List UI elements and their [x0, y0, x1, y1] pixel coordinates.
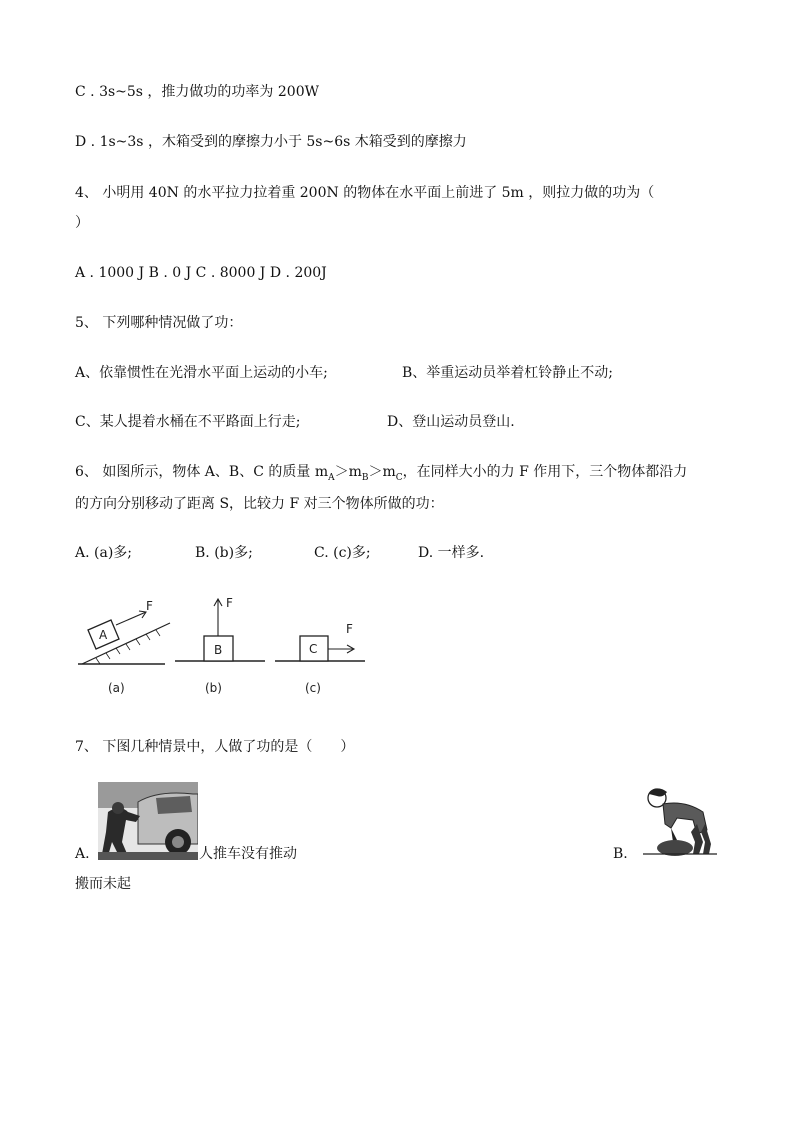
question-6-option-a: A. (a)多;	[75, 545, 132, 561]
woman-lifting-image	[637, 784, 719, 858]
force-diagram	[70, 585, 370, 705]
question-7-option-b-caption: 搬而未起	[75, 876, 131, 892]
question-5-option-b: B、举重运动员举着杠铃静止不动;	[402, 365, 614, 381]
diagram-c	[275, 622, 365, 695]
question-5-option-a: A、依靠惯性在光滑水平面上运动的小车;	[75, 365, 328, 381]
caption-c: (c)	[305, 681, 321, 695]
caption-b: (b)	[205, 681, 222, 695]
question-6-option-b: B. (b)多;	[195, 545, 253, 561]
question-6-option-c: C. (c)多;	[314, 545, 371, 561]
force-label-c: F	[346, 622, 353, 636]
question-7-option-a-caption: 人推车没有推动	[199, 846, 297, 862]
diagram-a	[78, 599, 170, 695]
question-6-option-d: D. 一样多.	[418, 545, 485, 561]
question-7-option-b-label: B.	[613, 846, 628, 862]
force-label-b: F	[226, 596, 233, 610]
caption-a: (a)	[108, 681, 125, 695]
question-7-option-a-label: A.	[75, 846, 90, 862]
question-5-stem: 5、 下列哪种情况做了功：	[75, 315, 243, 331]
question-4-line1: 4、 小明用 40N 的水平拉力拉着重 200N 的物体在水平面上前进了 5m ，则拉力做的功为（	[75, 185, 655, 201]
option-d-line: D . 1s~3s ，木箱受到的摩擦力小于 5s~6s 木箱受到的摩擦力	[75, 134, 467, 150]
force-arrow-a	[116, 612, 146, 625]
diagram-b	[175, 596, 265, 695]
question-4-options: A . 1000 J B . 0 J C . 8000 J D . 200J	[75, 265, 327, 281]
question-5-option-d: D、登山运动员登山.	[387, 414, 515, 430]
block-a-label: A	[99, 628, 108, 642]
question-5-option-c: C、某人提着水桶在不平路面上行走;	[75, 414, 301, 430]
block-c-label: C	[309, 642, 318, 656]
block-b-label: B	[214, 643, 223, 657]
option-c-line: C . 3s~5s ，推力做功的功率为 200W	[75, 84, 319, 100]
person-pushing-car-image	[98, 782, 198, 860]
question-4-line2: ）	[75, 215, 89, 231]
force-label-a: F	[146, 599, 153, 613]
question-6-line1: 6、 如图所示，物体 A、B、C 的质量 $m_A>m_B>m_C$，在同样大小的力 F 作用下，三个物体都沿力	[75, 464, 688, 483]
question-7-stem: 7、 下图几种情景中，人做了功的是（ ）	[75, 739, 355, 755]
question-6-line2: 的方向分别移动了距离 S，比较力 F 对三个物体所做的功：	[75, 496, 444, 512]
